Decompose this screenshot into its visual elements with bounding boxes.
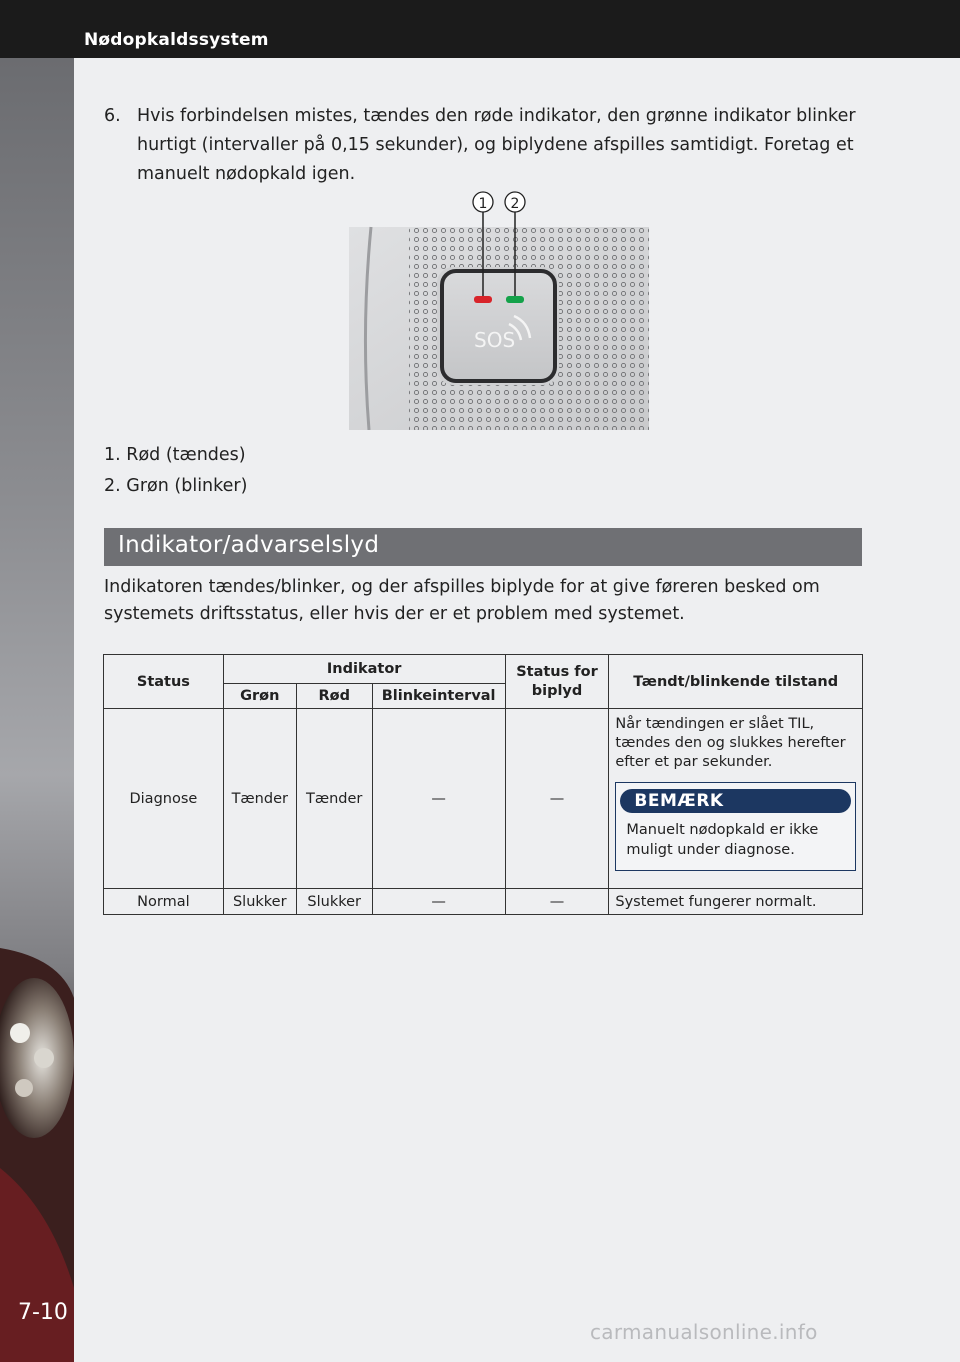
header-green: Grøn [223,684,296,709]
cell-condition [609,709,863,889]
header-condition: Tændt/blinkende tilstand [609,655,863,709]
cell-condition: Systemet fungerer normalt. [609,889,863,915]
cell-red: Slukker [296,889,372,915]
cell-blink: — [372,709,505,889]
section-intro: Indikatoren tændes/blinker, og der afspilles biplyde for at give føreren besked om systemets driftsstatus, eller hvis der er et problem med systemet. [104,577,820,624]
caption-item [104,440,247,471]
section-header [104,528,862,566]
sos-button-figure [349,190,649,430]
watermark: carmanualsonline.info [590,1320,818,1344]
condition-text: Når tændingen er slået TIL, tændes den og slukkes herefter efter et par sekunder. [615,716,846,770]
caption-text: Grøn (blinker) [126,476,248,496]
caption-number: 1. [104,445,121,465]
header-indicator: Indikator [223,655,505,684]
header-blink-interval: Blinkeinterval [372,684,505,709]
cell-beep: — [505,889,609,915]
step-number: 6. [104,106,121,126]
sos-button [442,271,555,381]
figure-captions [104,440,247,502]
sos-label: SOS [474,328,516,352]
callout-1-label: 1 [478,196,488,212]
step-text: Hvis forbindelsen mistes, tændes den røde indikator, den grønne indikator blinker hurtigt (intervaller på 0,15 sekunder), og biplydene afspilles samtidigt. Foretag et manuelt nødopkald igen. [137,106,856,184]
header-beep-status: Status for biplyd [505,655,609,709]
header-status: Status [104,655,224,709]
page-number: 7-10 [18,1300,68,1325]
cell-beep: — [505,709,609,889]
step-6 [104,102,864,189]
cell-blink: — [372,889,505,915]
table-row [104,709,863,889]
cell-green: Tænder [223,709,296,889]
note-label: BEMÆRK [620,789,851,813]
red-led-icon [474,296,492,303]
note-text: Manuelt nødopkald er ikke muligt under diagnose. [626,822,819,858]
note-box [615,782,856,871]
headlight-graphic [0,58,74,1362]
section-title: Indikator/advarselslyd [118,532,380,558]
sidebar-decoration [0,58,74,1362]
callout-2-label: 2 [510,196,520,212]
green-led-icon [506,296,524,303]
caption-text: Rød (tændes) [126,445,246,465]
status-table [103,654,863,915]
cell-status: Normal [104,889,224,915]
header-bar [0,0,960,58]
caption-number: 2. [104,476,121,496]
table-row [104,889,863,915]
caption-item [104,471,247,502]
cell-status: Diagnose [104,709,224,889]
header-title: Nødopkaldssystem [84,30,269,50]
cell-green: Slukker [223,889,296,915]
cell-red: Tænder [296,709,372,889]
header-red: Rød [296,684,372,709]
table-header-row [104,655,863,684]
